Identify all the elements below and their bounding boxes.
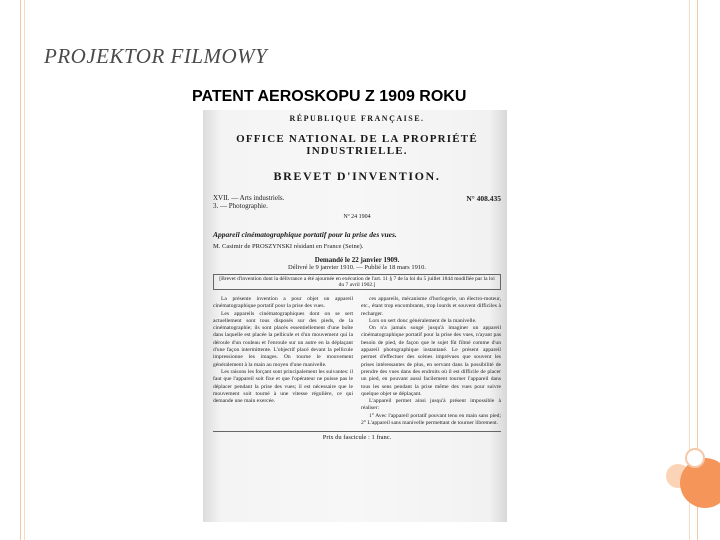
author-line: M. Casimir de PROSZYNSKI résidant en France (Seine). xyxy=(213,243,364,250)
slide-title: PROJEKTOR FILMOWY xyxy=(44,44,268,68)
date-requested: Demandé le 22 janvier 1909. xyxy=(314,256,400,264)
header-office: OFFICE NATIONAL DE LA PROPRIÉTÉ INDUSTRIELLE. xyxy=(236,133,478,157)
header-brevet: BREVET D'INVENTION. xyxy=(273,169,441,183)
patent-document-image xyxy=(203,110,507,522)
paragraph: Lors on sert donc généralement de la manivelle. xyxy=(369,317,477,324)
class-line-2: 3. — Photographie. xyxy=(213,202,268,210)
stamp: Nº 24 1904 xyxy=(343,214,371,220)
column-right xyxy=(361,296,501,427)
paragraph: Les appareils cinématographiques dont on se sert actuellement sont tous disposés sur des pieds, de la cinématographie; ils sont placés essentiellement d'une boîte dans laquelle est placée la pellicule et d'un mouvement qui la déroule d'un rouleau et l'enroule sur un autre en la déplaçant d'une façon intermittente. L'objectif placé devant la pellicule impressionne les images. On tourne le mouvement généralement à la main au moyen d'une manivelle. xyxy=(213,310,353,368)
decorative-circle-ring xyxy=(685,448,705,468)
column-left xyxy=(213,296,353,427)
date-published: Délivré le 9 janvier 1910. — Publié le 18 mars 1910. xyxy=(288,264,426,271)
price-line: Prix du fascicule : 1 franc. xyxy=(213,431,501,441)
classification-row xyxy=(213,194,501,210)
document-title: Appareil cinématographique portatif pour la prise des vues. xyxy=(213,230,397,239)
header-republic: RÉPUBLIQUE FRANÇAISE. xyxy=(289,114,425,123)
paragraph: On n'a jamais songé jusqu'à imaginer un appareil cinématographique portatif pour la prise des vues, n'ayant pas besoin de pied, de façon que le sujet fût filmé comme d'un appareil photographique instantané. Le présent appareil permet d'effectuer des scènes imprévues que souvent les prises intéressantes de plus, en servant dans la possibilité de prendre des vues dans des endroits où il est difficile de placer un pied, en pouvant aussi facilement tourner l'appareil dans tous les sens pendant la prise même des vues pour suivre quelque objet se déplaçant. xyxy=(361,325,501,397)
paragraph: Les raisons les forçant sont principalement les suivantes: il faut que l'appareil soit fixe et que l'opérateur ne puisse pas le déplacer pendant la prise des vues; il est nécessaire que le mouvement soit tourné à une vitesse régulière, ce qui demande une main exercée. xyxy=(213,368,353,405)
document-columns xyxy=(213,296,501,427)
paragraph: 1° Avec l'appareil portatif pouvant tenu en main sans pied; 2° L'appareil sans manivelle permettant de tourner librement. xyxy=(361,412,501,427)
document-text xyxy=(213,114,501,441)
paragraph: L'appareil permet ainsi jusqu'à présent impossible à réaliser: xyxy=(361,398,501,412)
class-line-1: XVII. — Arts industriels. xyxy=(213,194,285,202)
patent-number: N° 408.435 xyxy=(466,194,501,203)
legal-note: [Brevet d'invention dont la délivrance a été ajournée en exécution de l'art. 11 § 7 de la loi du 5 juillet 1844 modifiée par la loi du 7 avril 1902.] xyxy=(213,274,501,290)
slide-subtitle: PATENT AEROSKOPU Z 1909 ROKU xyxy=(192,88,467,105)
paragraph: ces appareils, mécanisme d'horlogerie, un électro-moteur, etc., étant trop encombrants, trop lourds et souvent difficiles à recharger. xyxy=(361,296,501,317)
paragraph: La présente invention a pour objet un appareil cinématographique portatif pour la prise des vues. xyxy=(213,296,353,310)
